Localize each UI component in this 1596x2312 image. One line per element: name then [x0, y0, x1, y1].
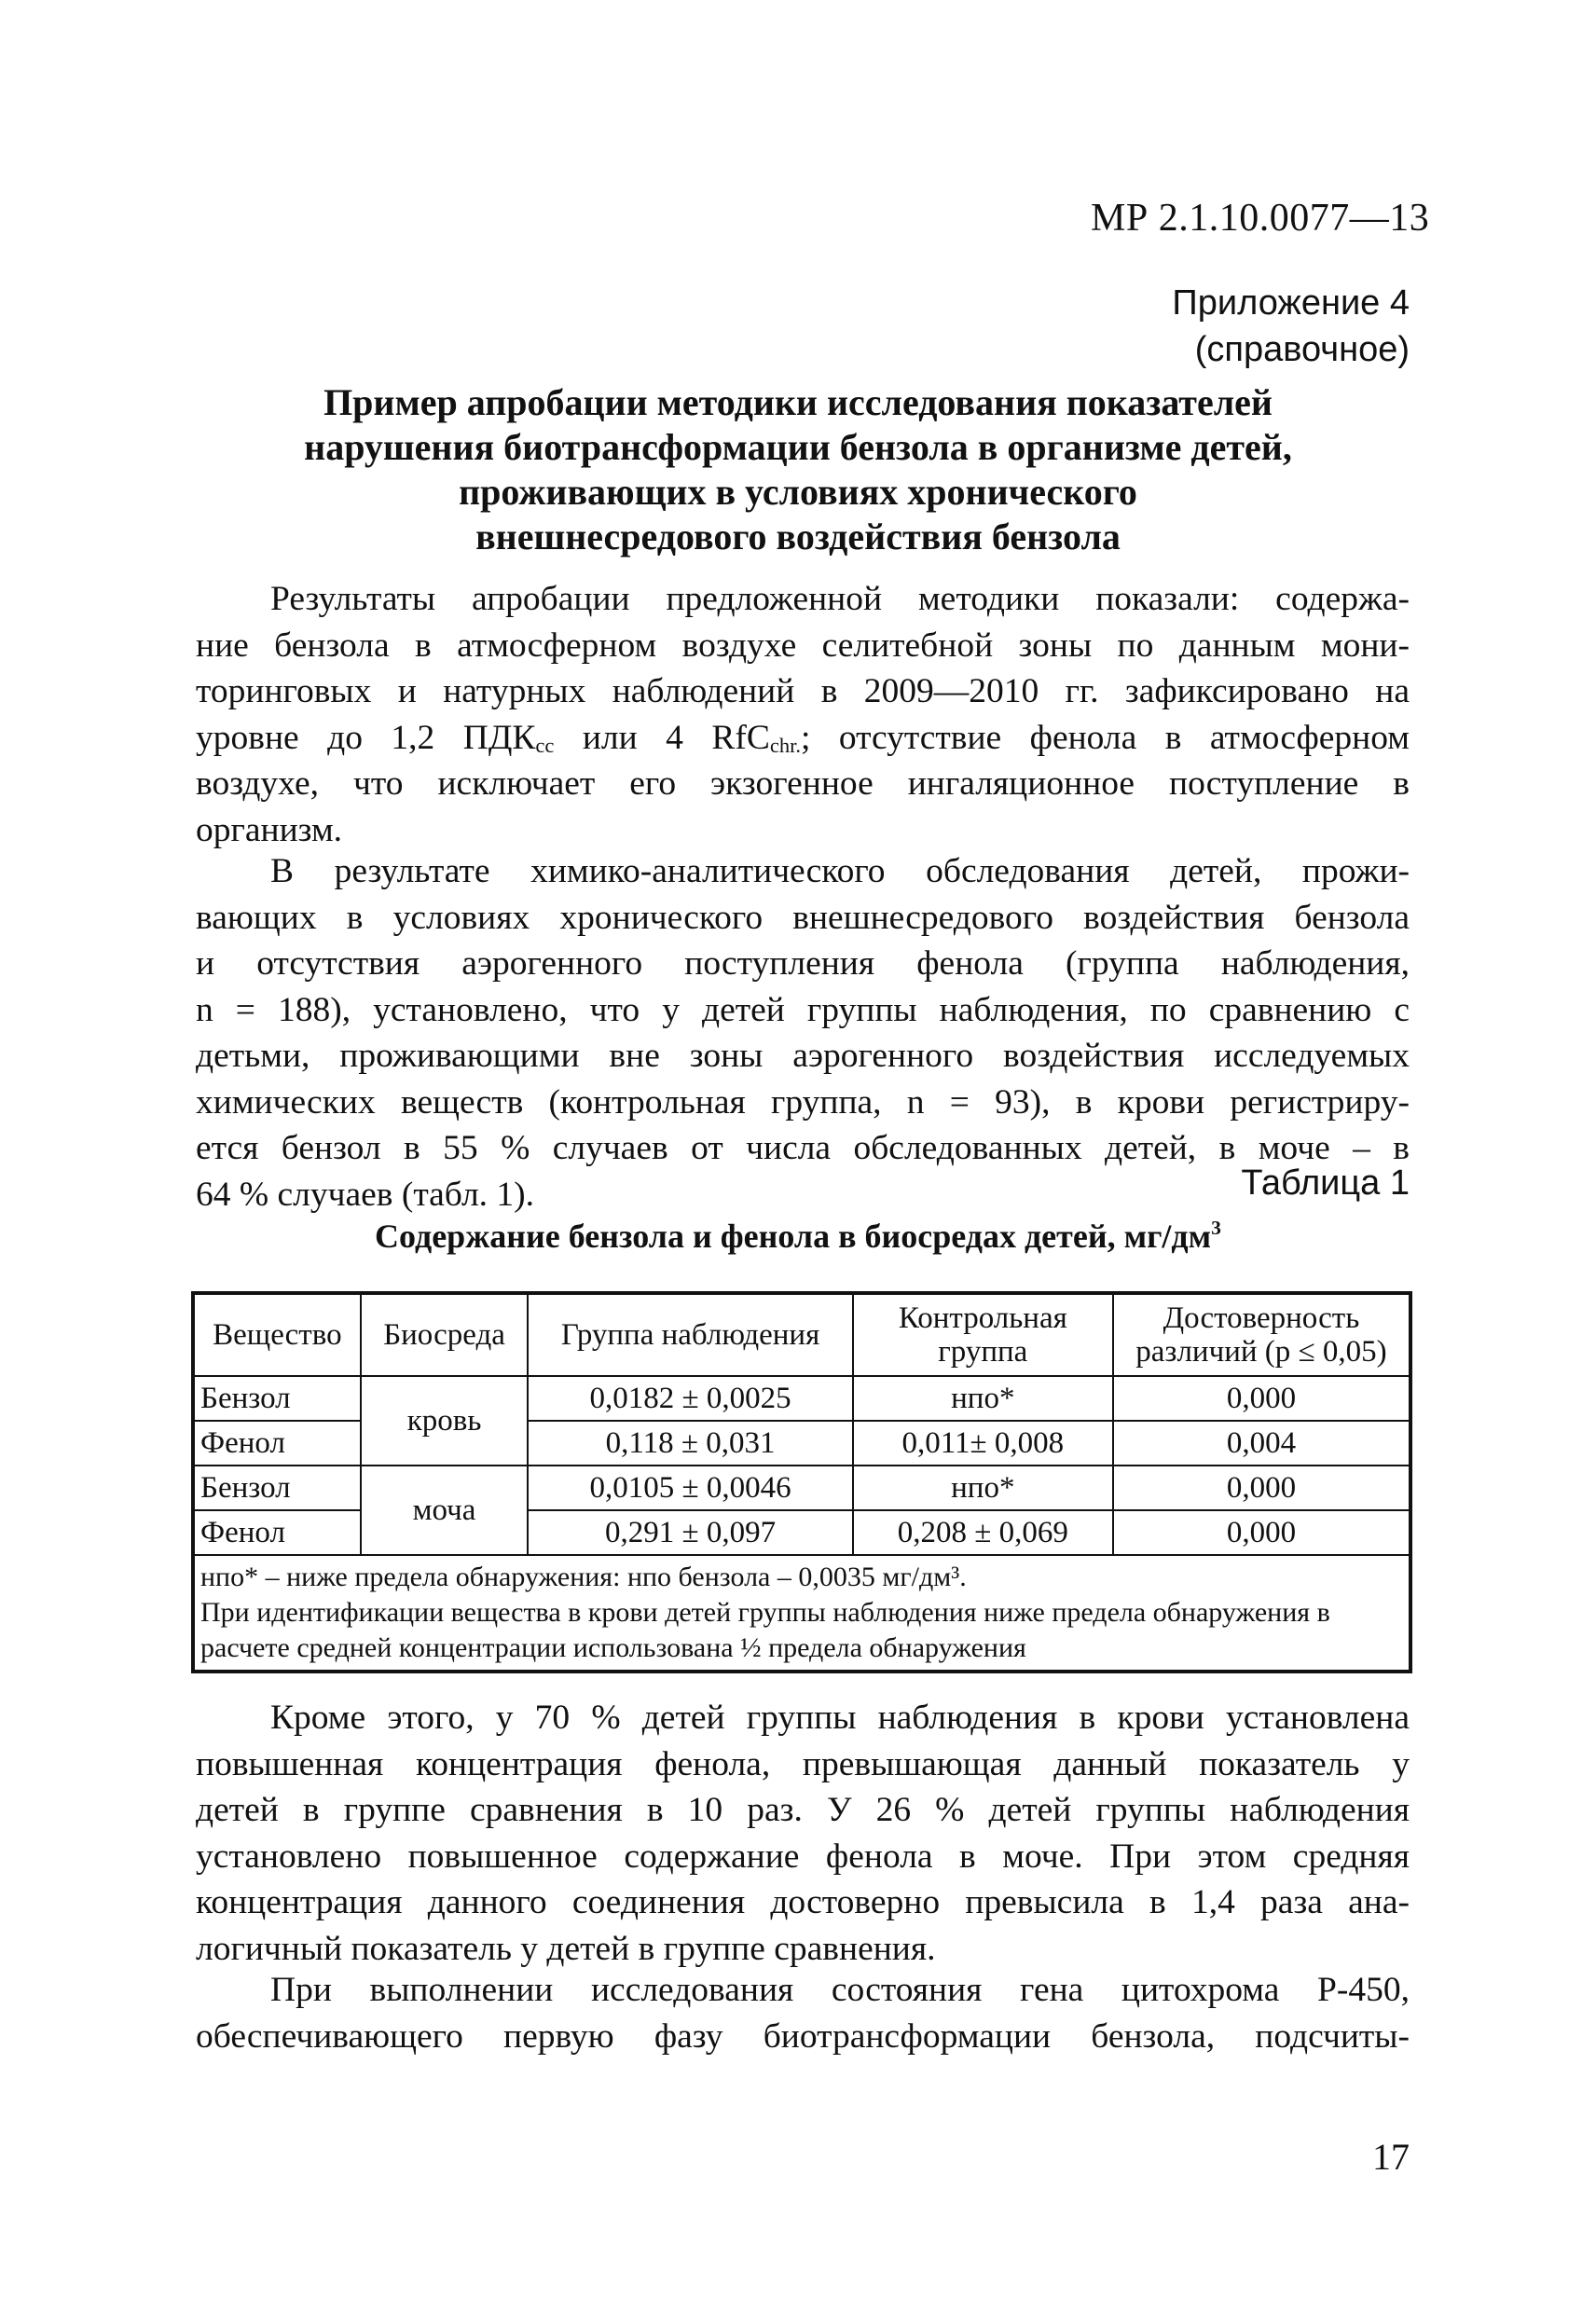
cell-substance: Бензол [193, 1376, 361, 1421]
text-line: повышенная концентрация фенола, превышающая данный показатель у [196, 1744, 1410, 1783]
page-number: 17 [1372, 2136, 1410, 2178]
text-line: химических веществ (контрольная группа, n = 93), в крови регистриру- [196, 1082, 1410, 1122]
paragraph-cytochrome [196, 1967, 1410, 2059]
table-row [193, 1376, 1410, 1421]
cell-significance: 0,000 [1113, 1510, 1410, 1555]
cell-control: нпо* [853, 1376, 1113, 1421]
superscript: 3 [1211, 1217, 1221, 1239]
data-table [191, 1291, 1412, 1673]
text-line: детьми, проживающими вне зоны аэрогенного воздействия исследуемых [196, 1037, 1410, 1075]
title-line: Пример апробации методики исследования показателей [323, 381, 1273, 423]
title-line: проживающих в условиях хронического [459, 471, 1137, 513]
text-line: детей в группе сравнения в 10 раз. У 26 % детей группы наблюдения [196, 1791, 1410, 1829]
note-detection-limit: нпо* – ниже предела обнаружения: нпо бензола – 0,0035 мг/дм³. [200, 1562, 967, 1592]
cell-control: 0,208 ± 0,069 [853, 1510, 1113, 1555]
text-line: При выполнении исследования состояния гена цитохрома Р-450, [270, 1971, 1410, 2009]
text-line: ется бензол в 55 % случаев от числа обследованных детей, в моче – в [196, 1129, 1410, 1167]
text-line: логичный показатель у детей в группе сравнения. [196, 1929, 936, 1968]
cell-significance: 0,000 [1113, 1376, 1410, 1421]
section-title [186, 380, 1410, 559]
cell-substance: Фенол [193, 1421, 361, 1466]
text-line: 64 % случаев (табл. 1). [196, 1175, 535, 1214]
table-title [186, 1217, 1410, 1256]
cell-observation: 0,0182 ± 0,0025 [528, 1376, 852, 1421]
text-fragment: уровне до 1,2 ПДК [196, 718, 536, 757]
text-line: обеспечивающего первую фазу биотрансформации бензола, подсчиты- [196, 2016, 1410, 2056]
text-line: вающих в условиях хронического внешнесредового воздействия бензола [196, 898, 1410, 937]
cell-control: 0,011± 0,008 [853, 1421, 1113, 1466]
header-observation: Группа наблюдения [528, 1293, 852, 1376]
cell-medium: кровь [361, 1376, 529, 1466]
text-line: Результаты апробации предложенной методики показали: содержа- [270, 580, 1410, 618]
subscript: сс [535, 733, 555, 757]
title-line: внешнесредового воздействия бензола [475, 516, 1121, 557]
text-line: n = 188), установлено, что у детей группы наблюдения, по сравнению с [196, 990, 1410, 1029]
text-line: Кроме этого, у 70 % детей группы наблюдения в крови установлена [270, 1699, 1410, 1737]
table-note [193, 1555, 1410, 1672]
title-line: нарушения биотрансформации бензола в организме детей, [304, 426, 1292, 468]
appendix-number: Приложение 4 [1172, 283, 1410, 323]
paragraph-examination [196, 848, 1410, 1218]
table-header-row [193, 1293, 1410, 1376]
text-line: воздухе, что исключает его экзогенное ингаляционное поступление в [196, 764, 1410, 803]
cell-observation: 0,118 ± 0,031 [528, 1421, 852, 1466]
text-line: установлено повышенное содержание фенола в моче. При этом средняя [196, 1837, 1410, 1876]
text-line: торинговых и натурных наблюдений в 2009—2010 гг. зафиксировано на [196, 672, 1410, 710]
cell-observation: 0,291 ± 0,097 [528, 1510, 852, 1555]
cell-substance: Бензол [193, 1466, 361, 1510]
cell-significance: 0,000 [1113, 1466, 1410, 1510]
text-line [196, 715, 1410, 762]
text-fragment: или 4 RfC [554, 718, 770, 757]
table-title-text: Содержание бензола и фенола в биосредах детей, мг/дм [375, 1218, 1212, 1255]
note-calculation: При идентификации вещества в крови детей группы наблюдения ниже предела обнаружения в расчете средней концентрации использована ½ предела обнаружения [200, 1597, 1330, 1663]
table-row [193, 1466, 1410, 1510]
table-note-row [193, 1555, 1410, 1672]
cell-control: нпо* [853, 1466, 1113, 1510]
text-fragment: ; отсутствие фенола в атмосферном [801, 718, 1410, 757]
text-line: В результате химико-аналитического обследования детей, прожи- [270, 852, 1410, 890]
document-code: МР 2.1.10.0077—13 [1091, 197, 1430, 240]
text-line: организм. [196, 810, 343, 849]
text-line: концентрация данного соединения достоверно превысила в 1,4 раза ана- [196, 1883, 1410, 1921]
header-control: Контрольная группа [853, 1293, 1113, 1376]
subscript: chr. [769, 733, 802, 757]
text-line: и отсутствия аэрогенного поступления фенола (группа наблюдения, [196, 944, 1410, 983]
cell-substance: Фенол [193, 1510, 361, 1555]
header-substance: Вещество [193, 1293, 361, 1376]
paragraph-results [196, 576, 1410, 853]
text-line: ние бензола в атмосферном воздухе селитебной зоны по данным мони- [196, 626, 1410, 665]
table-label: Таблица 1 [1241, 1163, 1410, 1203]
paragraph-phenol [196, 1695, 1410, 1972]
header-significance: Достоверность различий (p ≤ 0,05) [1113, 1293, 1410, 1376]
appendix-label [1172, 280, 1410, 373]
cell-observation: 0,0105 ± 0,0046 [528, 1466, 852, 1510]
cell-significance: 0,004 [1113, 1421, 1410, 1466]
header-medium: Биосреда [361, 1293, 529, 1376]
cell-medium: моча [361, 1466, 529, 1555]
appendix-type: (справочное) [1194, 330, 1410, 369]
